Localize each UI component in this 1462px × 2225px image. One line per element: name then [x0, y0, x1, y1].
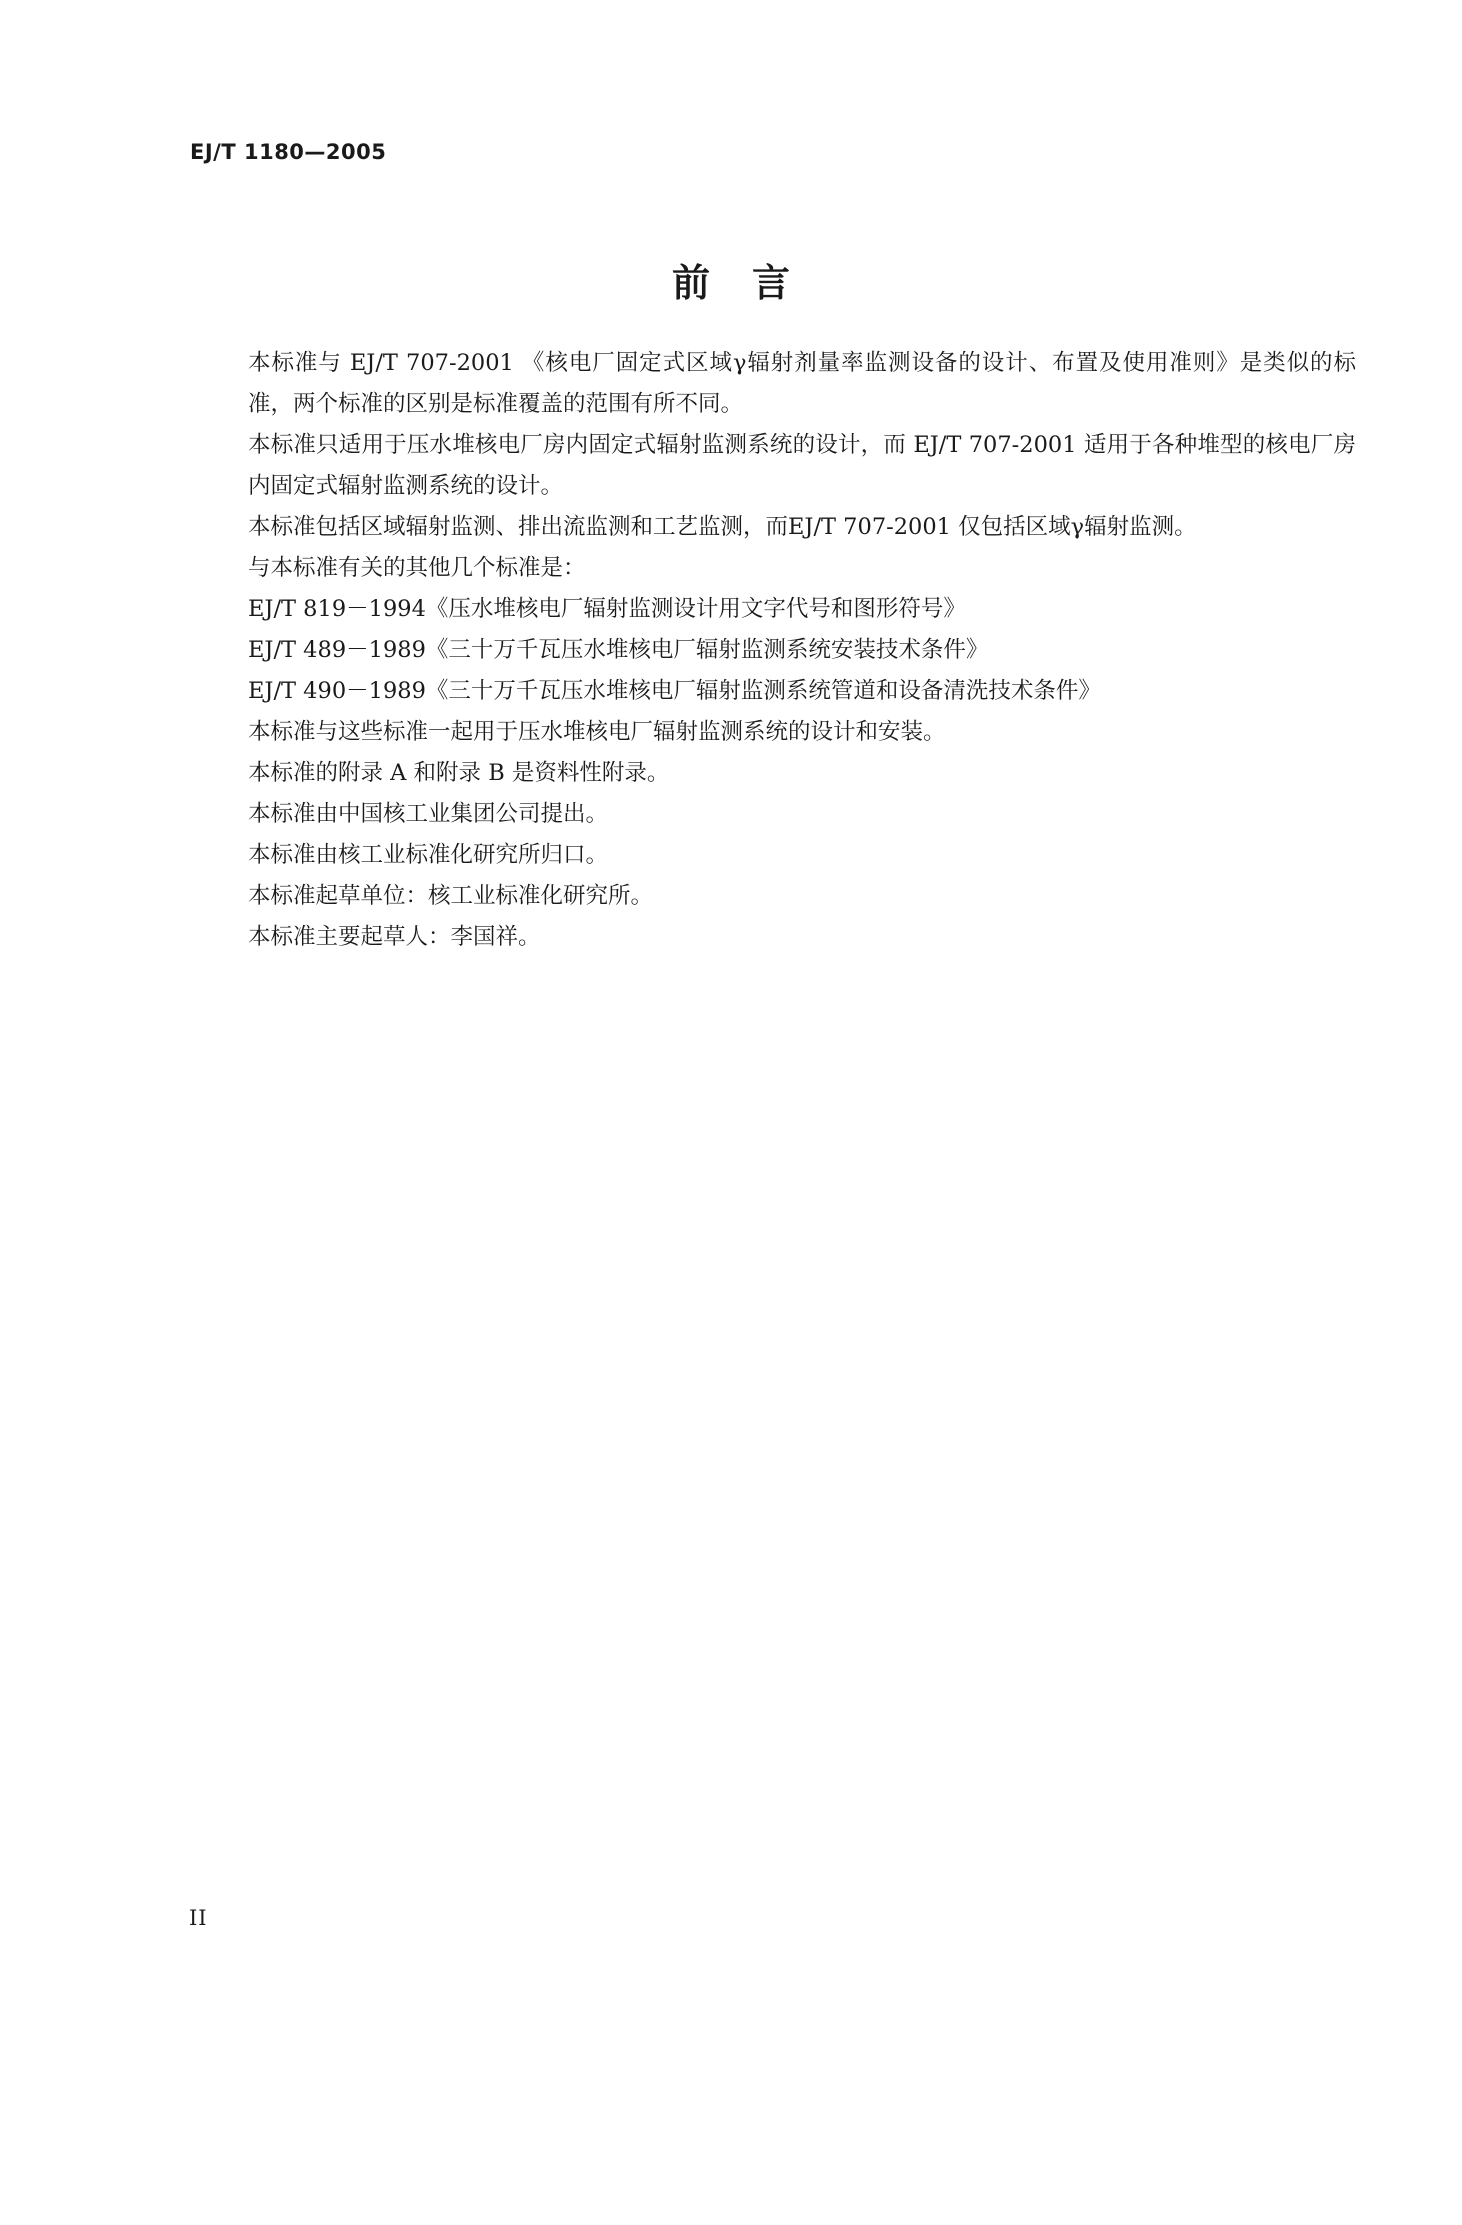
related-standard-1: EJ/T 819－1994《压水堆核电厂辐射监测设计用文字代号和图形符号》	[248, 596, 966, 622]
paragraph-8: 本标准与这些标准一起用于压水堆核电厂辐射监测系统的设计和安装。	[248, 719, 946, 745]
preface-body	[196, 343, 1356, 958]
paragraph-2: 本标准只适用于压水堆核电厂房内固定式辐射监测系统的设计，而 EJ/T 707-2001 适用于各种堆型的核电厂房内固定式辐射监测系统的设计。	[248, 432, 1356, 499]
related-standard-3: EJ/T 490－1989《三十万千瓦压水堆核电厂辐射监测系统管道和设备清洗技术条件》	[248, 678, 1101, 704]
paragraph-11: 本标准由核工业标准化研究所归口。	[248, 842, 609, 868]
paragraph-1: 本标准与 EJ/T 707-2001 《核电厂固定式区域γ辐射剂量率监测设备的设计、布置及使用准则》是类似的标准，两个标准的区别是标准覆盖的范围有所不同。	[248, 350, 1356, 417]
paragraph-13: 本标准主要起草人：李国祥。	[248, 924, 541, 950]
paragraph-9: 本标准的附录 A 和附录 B 是资料性附录。	[248, 760, 670, 786]
document-id: EJ/T 1180—2005	[190, 140, 387, 164]
paragraph-12: 本标准起草单位：核工业标准化研究所。	[248, 883, 654, 909]
related-standard-2: EJ/T 489－1989《三十万千瓦压水堆核电厂辐射监测系统安装技术条件》	[248, 637, 989, 663]
page-title: 前言	[671, 261, 832, 305]
page-number: II	[189, 1906, 208, 1930]
paragraph-3: 本标准包括区域辐射监测、排出流监测和工艺监测，而EJ/T 707-2001 仅包括区域γ辐射监测。	[248, 514, 1197, 540]
paragraph-4: 与本标准有关的其他几个标准是：	[248, 555, 586, 581]
paragraph-10: 本标准由中国核工业集团公司提出。	[248, 801, 609, 827]
